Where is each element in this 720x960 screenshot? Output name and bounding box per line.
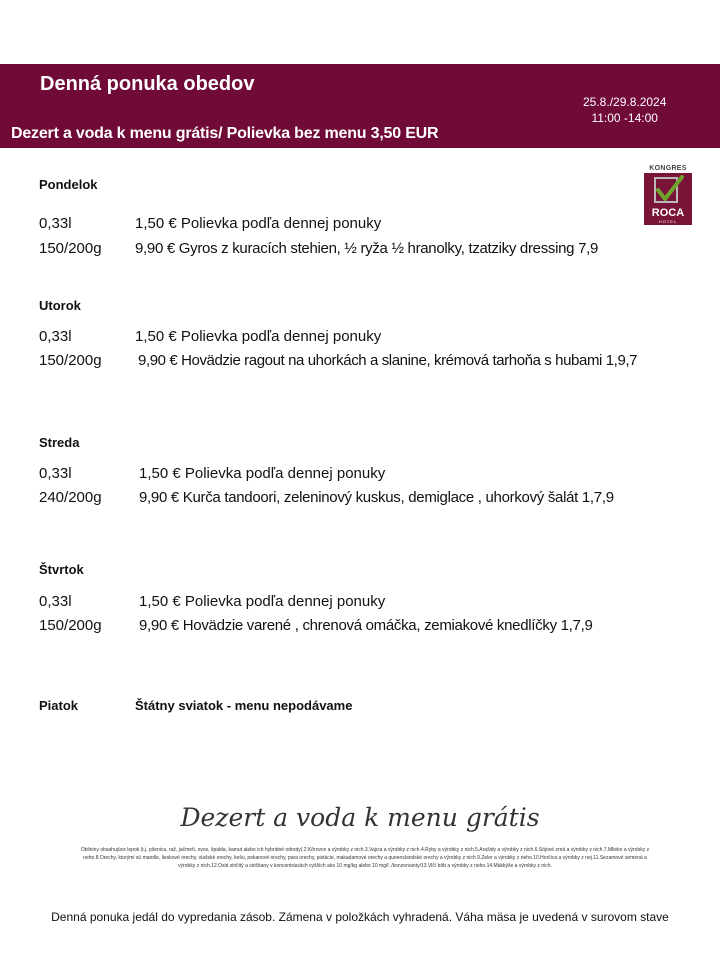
date-range: 25.8./29.8.2024: [583, 95, 667, 109]
logo-bottom-text: HOTEL: [658, 219, 678, 224]
menu-item: 1,50 € Polievka podľa dennej ponuky: [135, 215, 382, 232]
day-title: Streda: [39, 435, 80, 450]
item-qty: 0,33l: [39, 328, 72, 345]
checkmark-icon: [652, 175, 684, 207]
item-qty: 150/200g: [39, 240, 102, 257]
item-qty: 150/200g: [39, 352, 102, 369]
menu-item: 9,90 € Hovädzie varené , chrenová omáčka, zemiakové knedlíčky 1,7,9: [139, 617, 593, 634]
dessert-note: Dezert a voda k menu grátis: [180, 803, 540, 832]
menu-item: 1,50 € Polievka podľa dennej ponuky: [139, 465, 386, 482]
day-title: Utorok: [39, 298, 81, 313]
menu-item: 9,90 € Kurča tandoori, zeleninový kuskus, demiglace , uhorkový šalát 1,7,9: [139, 489, 614, 506]
item-qty: 240/200g: [39, 489, 102, 506]
item-qty: 150/200g: [39, 617, 102, 634]
item-qty: 0,33l: [39, 215, 72, 232]
item-qty: 0,33l: [39, 593, 72, 610]
logo-box: [644, 173, 692, 225]
page-title: Denná ponuka obedov: [40, 73, 255, 95]
menu-item: 9,90 € Hovädzie ragout na uhorkách a slanine, krémová tarhoňa s hubami 1,9,7: [138, 352, 638, 369]
day-title: Štvrtok: [39, 562, 84, 577]
header-subtitle: Dezert a voda k menu grátis/ Polievka bez menu 3,50 EUR: [11, 125, 439, 142]
header-banner: [0, 64, 720, 148]
menu-item: 1,50 € Polievka podľa dennej ponuky: [139, 593, 386, 610]
date-info: [583, 94, 666, 126]
day-title: Piatok: [39, 698, 79, 713]
menu-item: 1,50 € Polievka podľa dennej ponuky: [135, 328, 382, 345]
item-qty: 0,33l: [39, 465, 72, 482]
logo-top-text: KONGRES: [649, 165, 687, 172]
day-title: Pondelok: [39, 177, 98, 192]
menu-item: 9,90 € Gyros z kuracích stehien, ½ ryža ½ hranolky, tzatziky dressing 7,9: [135, 240, 599, 257]
hotel-logo: [643, 165, 693, 227]
logo-name: ROCA: [651, 207, 685, 219]
footer-note: Denná ponuka jedál do vypredania zásob. Zámena v položkách vyhradená. Váha mäsa je uvedená v surovom stave: [51, 910, 669, 924]
serving-hours: 11:00 -14:00: [591, 111, 658, 125]
allergens-text: Obilniny obsahujúce lepok (t.j. pšenica, raž, jačmeň, ovos, špalda, kamut alebo ich hybridné odrody).2.Kôrovce a výrobky z nich.3.Vajcia a výrobky z nich.4.Ryby a výrobky z nich.5.Arašidy a výrobky z nich.6.Sójové zrná a výrobky z nich.7.Mlieko a výrobky z neho.8.Orechy, ktorými sú mandle, lieskové orechy, vlašské orechy, kešu, pekanové orechy, para orechy, pistácie, makadamové orechy a queenslandské orechy a výrobky z nich.9.Zeler a výrobky z neho.10.Horčica a výrobky z nej.11.Sezamové semená a výrobky z nich.12.Oxid siričitý a siričitany v koncentráciách vyšších ako 10 mg/kg alebo 10 mg/l ./konzervanty/13.Vlčí bôb a výrobky z neho.14.Mäkkýše a výrobky z nich.: [80, 847, 650, 869]
holiday-note: Štátny sviatok - menu nepodávame: [135, 698, 353, 713]
